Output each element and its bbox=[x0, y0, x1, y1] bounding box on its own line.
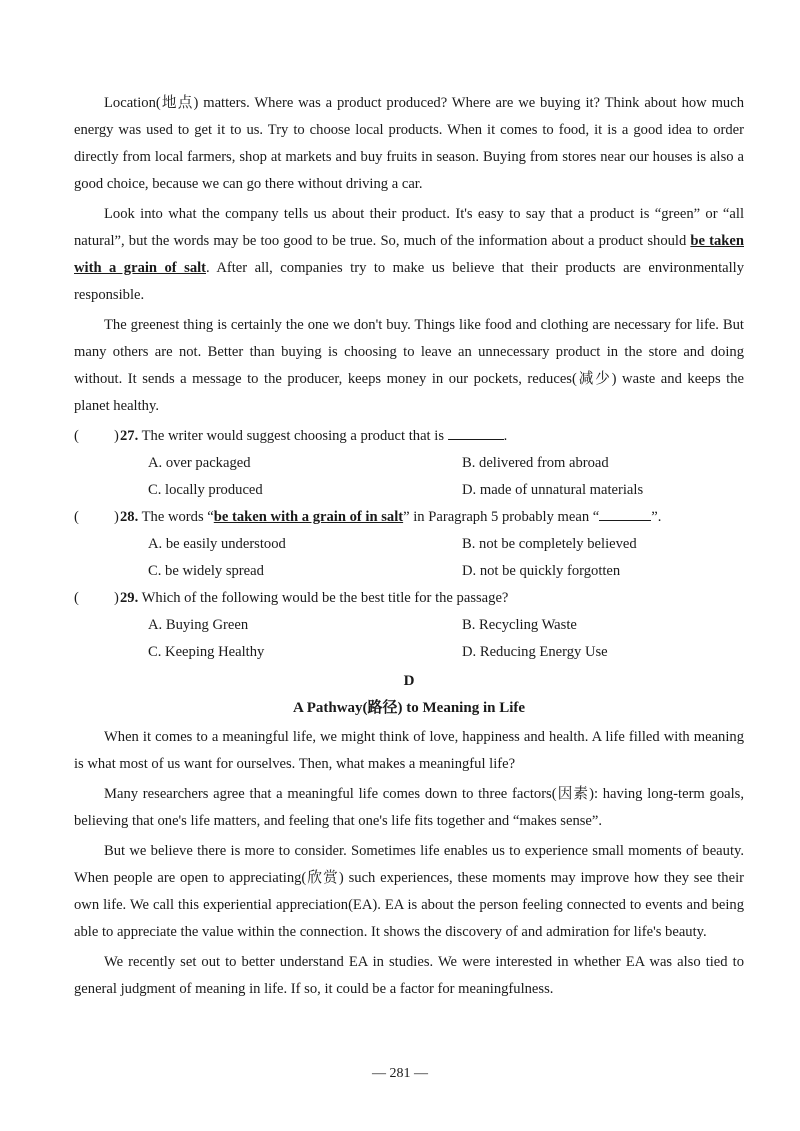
stem-end: . bbox=[503, 428, 508, 444]
question-stem bbox=[120, 504, 661, 531]
option-d: D. not be quickly forgotten bbox=[462, 563, 621, 579]
stem-end: ”. bbox=[651, 509, 662, 525]
option-b: B. delivered from abroad bbox=[462, 455, 609, 471]
question-number: 27. bbox=[120, 428, 139, 444]
option-b: B. Recycling Waste bbox=[462, 617, 577, 633]
question-number: 28. bbox=[120, 509, 139, 525]
underlined-phrase: be taken with a grain of in salt bbox=[213, 509, 404, 525]
page-number: — 281 — bbox=[372, 1066, 428, 1081]
passage-c-paragraph-4 bbox=[74, 201, 744, 309]
answer-paren-close: ) bbox=[114, 428, 119, 444]
document-page bbox=[74, 90, 744, 1006]
passage-d-paragraph-4: We recently set out to better understand EA in studies. We were interested in whether EA was also tied to general judgment of meaning in life. If so, it could be a factor for meaningfulness. bbox=[74, 954, 744, 997]
option-a: A. over packaged bbox=[148, 455, 251, 471]
passage-d-paragraph-1: When it comes to a meaningful life, we might think of love, happiness and health. A life filled with meaning is what most of us want for ourselves. Then, what makes a meaningful life? bbox=[74, 729, 744, 772]
paragraph-text: Look into what the company tells us about their product. It's easy to say that a product is “green” or “all natural”, but the words may be too good to be true. So, much of the information about a product should bbox=[74, 206, 744, 249]
passage-d-paragraph-3: But we believe there is more to consider. Sometimes life enables us to experience small moments of beauty. When people are open to appreciating(欣赏) such experiences, these moments may improve how they see their own life. We call this experiential appreciation(EA). EA is about the person feeling connected to events and being able to appreciate the value within the connection. It shows the discovery of and admiration for life's beauty. bbox=[74, 843, 744, 940]
answer-blank bbox=[599, 506, 651, 521]
underlined-phrase: be taken with a grain of salt bbox=[74, 233, 744, 276]
passage-c-paragraph-3: Location(地点) matters. Where was a product produced? Where are we buying it? Think about how much energy was used to get it to us. Try to choose local products. When it comes to food, it is a good idea to order directly from local farmers, shop at markets and buy fruits in season. Buying from stores near our houses is also a good choice, because we can go there without driving a car. bbox=[74, 95, 744, 192]
option-a: A. Buying Green bbox=[148, 617, 249, 633]
options-row bbox=[74, 612, 744, 639]
option-b: B. not be completely believed bbox=[462, 536, 637, 552]
options-row bbox=[74, 531, 744, 558]
answer-paren-close: ) bbox=[114, 590, 119, 606]
option-c: C. Keeping Healthy bbox=[148, 644, 265, 660]
option-a: A. be easily understood bbox=[148, 536, 286, 552]
options-row bbox=[74, 558, 744, 585]
answer-paren-close: ) bbox=[114, 509, 119, 525]
question-number: 29. bbox=[120, 590, 139, 606]
paragraph-text: . After all, companies try to make us believe that their products are environmentally responsible. bbox=[74, 260, 745, 303]
answer-blank bbox=[448, 425, 504, 440]
answer-paren-open: ( bbox=[74, 590, 79, 606]
option-c: C. be widely spread bbox=[148, 563, 264, 579]
option-d: D. Reducing Energy Use bbox=[462, 644, 608, 660]
option-c: C. locally produced bbox=[148, 482, 263, 498]
stem-text: Which of the following would be the best title for the passage? bbox=[138, 590, 509, 606]
stem-text: The writer would suggest choosing a product that is bbox=[138, 428, 448, 444]
options-row bbox=[74, 477, 744, 504]
answer-paren-open: ( bbox=[74, 509, 79, 525]
passage-title: A Pathway(路径) to Meaning in Life bbox=[292, 700, 526, 716]
option-d: D. made of unnatural materials bbox=[462, 482, 644, 498]
stem-text: The words “ bbox=[138, 509, 214, 525]
question-28 bbox=[74, 504, 744, 531]
passage-c-paragraph-5: The greenest thing is certainly the one we don't buy. Things like food and clothing are necessary for life. But many others are not. Better than buying is choosing to leave an unnecessary product in the store and doing without. It sends a message to the producer, keeps money in our pockets, reduces(减少) waste and keeps the planet healthy. bbox=[74, 317, 744, 414]
options-row bbox=[74, 639, 744, 666]
section-letter: D bbox=[403, 673, 415, 689]
answer-paren-open: ( bbox=[74, 428, 79, 444]
passage-d-paragraph-2: Many researchers agree that a meaningful life comes down to three factors(因素): having long-term goals, believing that one's life matters, and feeling that one's life fits together and “makes sense”. bbox=[74, 786, 744, 829]
question-stem bbox=[120, 585, 508, 612]
options-row bbox=[74, 450, 744, 477]
question-27 bbox=[74, 423, 744, 450]
stem-text: ” in Paragraph 5 probably mean “ bbox=[403, 509, 600, 525]
question-29 bbox=[74, 585, 744, 612]
question-stem bbox=[120, 423, 507, 450]
